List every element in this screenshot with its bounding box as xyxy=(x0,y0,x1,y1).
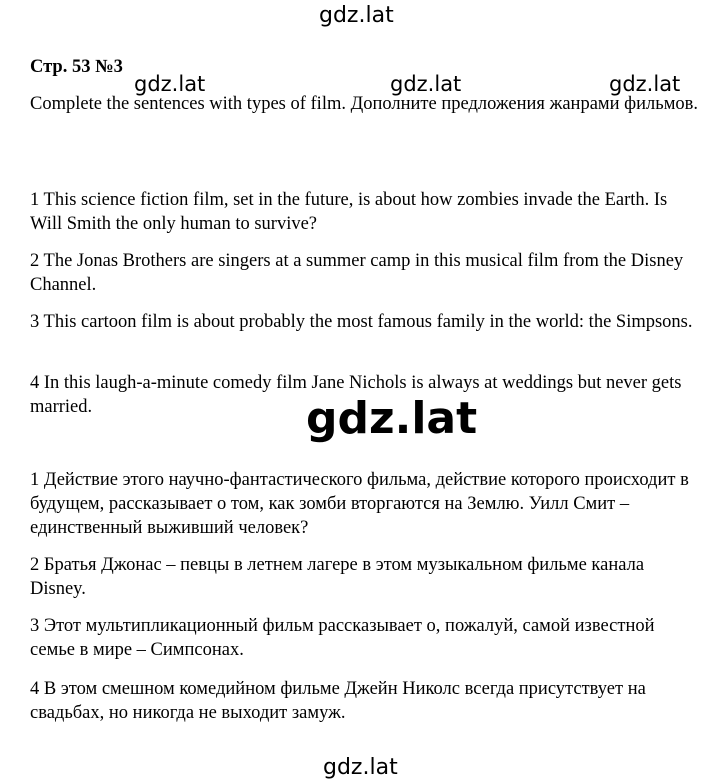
russian-sentence-1: 1 Действие этого научно-фантастического фильма, действие которого происходит в будущем, рассказывает о том, как зомби вторгаются на Землю. Уилл Смит – единственный выживший человек? xyxy=(30,470,689,538)
english-sentence-2: 2 The Jonas Brothers are singers at a summer camp in this musical film from the Disney Channel. xyxy=(30,251,684,295)
watermark-center-large: gdz.lat xyxy=(306,393,478,444)
english-sentence-1: 1 This science fiction film, set in the future, is about how zombies invade the Earth. Is Will Smith the only human to survive? xyxy=(30,190,668,234)
watermark-middle: gdz.lat xyxy=(390,72,462,96)
page-heading: Стр. 53 №3 xyxy=(30,57,123,77)
watermark-left: gdz.lat xyxy=(134,72,206,96)
english-sentence-3: 3 This cartoon film is about probably the most famous family in the world: the Simpsons. xyxy=(30,312,693,332)
watermark-top: gdz.lat xyxy=(319,3,394,28)
russian-sentence-3: 3 Этот мультипликационный фильм рассказывает о, пожалуй, самой известной семье в мире – Симпсонах. xyxy=(30,616,655,660)
watermark-right: gdz.lat xyxy=(609,72,681,96)
russian-sentence-2: 2 Братья Джонас – певцы в летнем лагере в этом музыкальном фильме канала Disney. xyxy=(30,555,645,599)
watermark-bottom: gdz.lat xyxy=(323,755,398,780)
russian-sentence-4: 4 В этом смешном комедийном фильме Джейн Николс всегда присутствует на свадьбах, но никогда не выходит замуж. xyxy=(30,679,646,723)
english-sentence-4: 4 In this laugh-a-minute comedy film Jane Nichols is always at weddings but never gets married. xyxy=(30,373,682,417)
exercise-instruction: Complete the sentences with types of film. Дополните предложения жанрами фильмов. xyxy=(30,94,699,114)
